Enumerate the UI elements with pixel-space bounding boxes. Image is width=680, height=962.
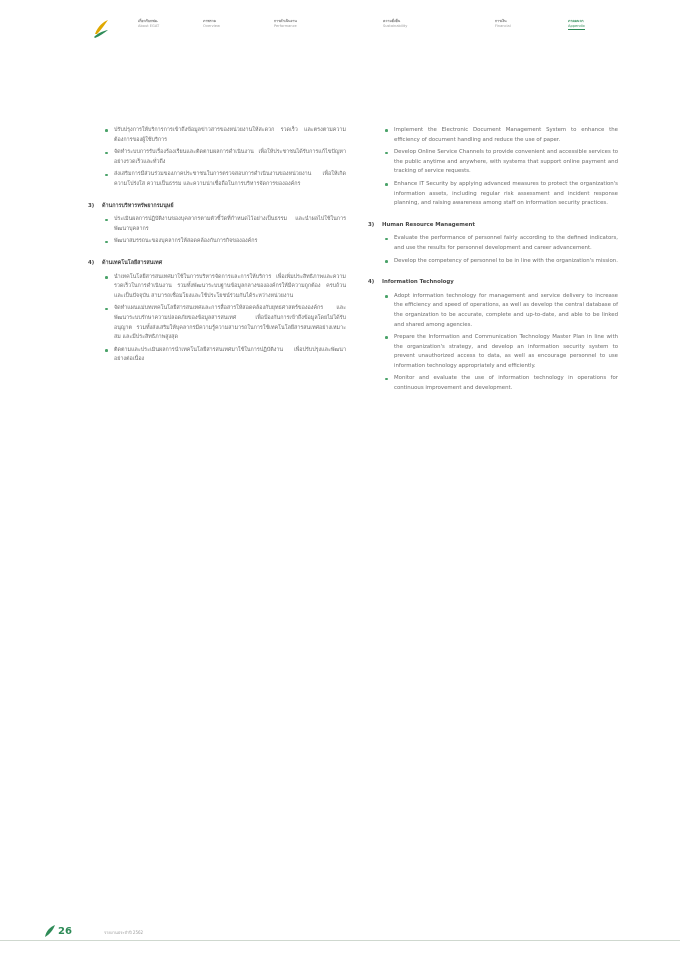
nav-item-sustainability[interactable] — [383, 19, 407, 28]
list-item: ติดตามและประเมินผลการนำเทคโนโลยีสารสนเทศมาใช้ในการปฏิบัติงาน เพื่อปรับปรุงและพัฒนาอย่างต่อเนื่อง — [114, 346, 346, 365]
footer-text: รายงานประจำปี 2562 — [104, 930, 144, 935]
list-item: Develop the competency of personnel to be in line with the organization's mission. — [394, 257, 618, 267]
nav-item-sublabel: Sustainability — [383, 23, 408, 28]
section-list — [368, 234, 618, 266]
list-item: Adopt information technology for management and service delivery to increase the efficiency and speed of operations, as well as develop the central database of the organization to be accurate, complete and up-to-date, and able to be linked and shared among agencies. — [394, 292, 618, 330]
nav-item-financial[interactable] — [495, 19, 511, 28]
egat-logo-icon — [92, 18, 110, 40]
nav-item-performance[interactable] — [274, 19, 297, 28]
list-item: นำเทคโนโลยีสารสนเทศมาใช้ในการบริหารจัดการและการให้บริการ เพื่อเพิ่มประสิทธิภาพและความรวดเร็วในการดำเนินงาน รวมทั้งพัฒนาระบบฐานข้อมูลกลางขององค์กรให้มีความถูกต้อง ครบถ้วน และเป็นปัจจุบัน สามารถเชื่อมโยงและใช้ประโยชน์ร่วมกันได้ระหว่างหน่วยงาน — [114, 273, 346, 302]
nav-item-label: การดำเนินงาน — [274, 19, 297, 23]
right-column-english — [368, 126, 618, 398]
nav-item-label: ความยั่งยืน — [383, 19, 401, 23]
section-title — [88, 202, 346, 212]
nav-item-overview[interactable] — [203, 19, 220, 28]
page-number: 26 — [58, 926, 72, 937]
nav-item-label: การเงิน — [495, 19, 507, 23]
section-title — [368, 221, 618, 231]
nav-item-label: ภาคผนวก — [568, 19, 584, 23]
nav-item-sublabel: About EGAT — [138, 23, 160, 28]
section-number: 4) — [368, 279, 375, 286]
list-item: Monitor and evaluate the use of information technology in operations for continuous improvement and development. — [394, 374, 618, 393]
page-header — [0, 0, 680, 50]
list-item: Prepare the Information and Communication Technology Master Plan in line with the organization's strategy, and develop an information security system to prevent unauthorized access to data, as well as encourage personnel to use information technology appropriately and efficiently. — [394, 333, 618, 371]
nav-item-sublabel: Performance — [274, 23, 297, 28]
section-title — [368, 278, 618, 288]
footer-divider — [0, 940, 680, 941]
nav-item-label: ภาพรวม — [203, 19, 217, 23]
list-item: จัดทำระบบการรับเรื่องร้องเรียนและติดตามผลการดำเนินงาน เพื่อให้ประชาชนได้รับการแก้ไขปัญหาอย่างรวดเร็วและทั่วถึง — [114, 148, 346, 167]
section-list — [88, 215, 346, 247]
section-number: 3) — [88, 202, 95, 209]
section-title — [88, 259, 346, 269]
nav-item-about[interactable] — [138, 19, 159, 28]
section-heading: ด้านการบริหารทรัพยากรมนุษย์ — [102, 202, 174, 209]
nav-item-sublabel: Overview — [203, 23, 220, 28]
section-list — [368, 292, 618, 394]
list-item: Enhance IT Security by applying advanced measures to protect the organization's information assets, including regular risk assessment and incident response planning, and raising awareness among staff on information security practices. — [394, 180, 618, 209]
list-item: พัฒนาสมรรถนะของบุคลากรให้สอดคล้องกับภารกิจขององค์กร — [114, 237, 346, 247]
section-number: 3) — [368, 221, 375, 228]
list-item: ปรับปรุงการให้บริการการเข้าถึงข้อมูลข่าวสารของหน่วยงานให้สะดวก รวดเร็ว และตรงตามความต้องการของผู้ใช้บริการ — [114, 126, 346, 145]
nav-item-sublabel: Financial — [495, 23, 511, 28]
list-item: Develop Online Service Channels to provide convenient and accessible services to the public anytime and anywhere, with systems that support online payment and tracking of service requests. — [394, 148, 618, 177]
section-heading: Human Resource Management — [382, 221, 475, 228]
leaf-icon — [44, 924, 56, 938]
left-column-thai — [88, 126, 346, 369]
intro-list — [368, 126, 618, 209]
list-item: จัดทำแผนแม่บทเทคโนโลยีสารสนเทศและการสื่อสารให้สอดคล้องกับยุทธศาสตร์ขององค์กร และพัฒนาระบบรักษาความปลอดภัยของข้อมูลสารสนเทศ เพื่อป้องกันการเข้าถึงข้อมูลโดยไม่ได้รับอนุญาต รวมทั้งส่งเสริมให้บุคลากรมีความรู้ความสามารถในการใช้เทคโนโลยีสารสนเทศอย่างเหมาะสม และมีประสิทธิภาพสูงสุด — [114, 304, 346, 342]
list-item: Evaluate the performance of personnel fairly according to the defined indicators, and use the results for personnel development and career advancement. — [394, 234, 618, 253]
nav-item-sublabel: Appendix — [568, 23, 585, 28]
list-item: ส่งเสริมการมีส่วนร่วมของภาคประชาชนในการตรวจสอบการดำเนินงานของหน่วยงาน เพื่อให้เกิดความโปร่งใส ความเป็นธรรม และความน่าเชื่อถือในการบริหารจัดการขององค์กร — [114, 170, 346, 189]
section-heading: Information Technology — [382, 279, 454, 286]
section-heading: ด้านเทคโนโลยีสารสนเทศ — [102, 259, 163, 266]
section-number: 4) — [88, 259, 95, 266]
intro-list — [88, 126, 346, 190]
nav-item-appendix[interactable] — [568, 19, 585, 30]
nav-item-label: เกี่ยวกับกฟผ. — [138, 19, 159, 23]
section-list — [88, 273, 346, 365]
list-item: ประเมินผลการปฏิบัติงานของบุคลากรตามตัวชี้วัดที่กำหนดไว้อย่างเป็นธรรม และนำผลไปใช้ในการพัฒนาบุคลากร — [114, 215, 346, 234]
list-item: Implement the Electronic Document Management System to enhance the efficiency of document handling and reduce the use of paper. — [394, 126, 618, 145]
